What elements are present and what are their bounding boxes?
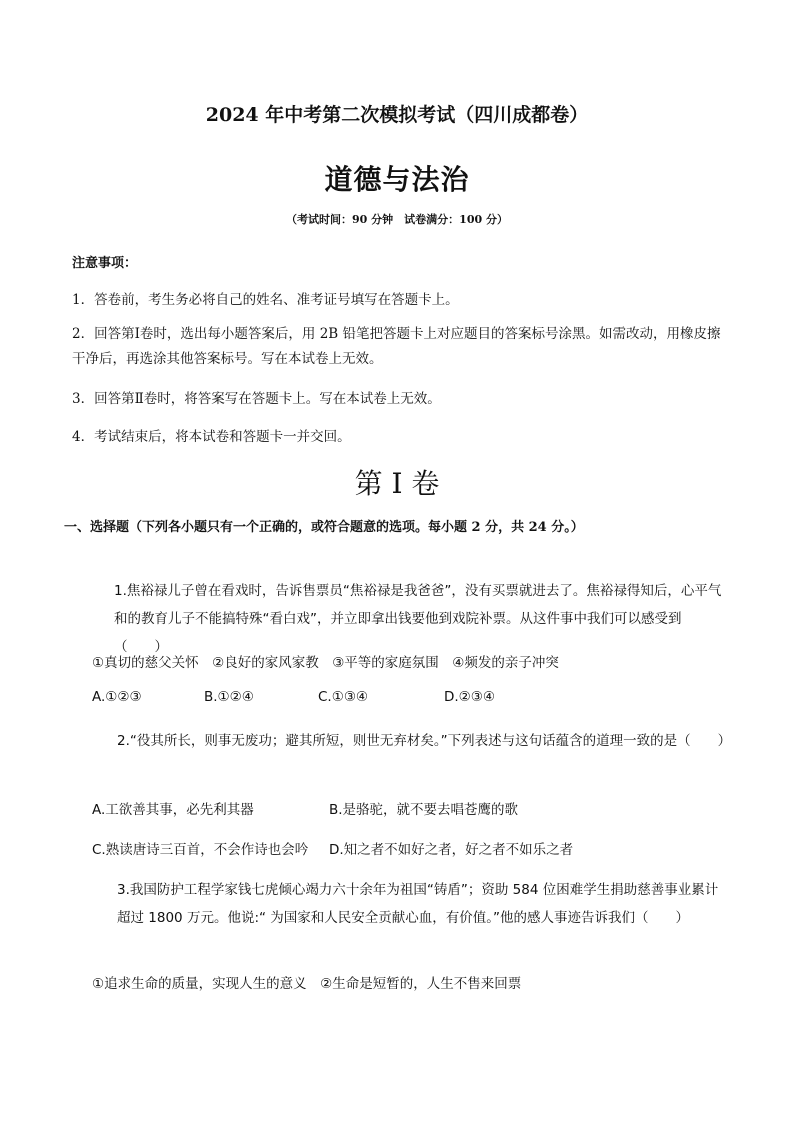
question-3-stem — [117, 876, 727, 932]
exam-title: 2024 年中考第二次模拟考试（四川成都卷） — [205, 104, 589, 126]
question-3-statements: ①追求生命的质量，实现人生的意义 ②生命是短暂的，人生不售来回票 — [92, 976, 522, 992]
question-1-option-c: C.①③④ — [318, 689, 369, 705]
question-1-option-b: B.①②④ — [204, 689, 254, 705]
question-1-option-d: D.②③④ — [444, 689, 495, 705]
question-1-option-a: A.①②③ — [92, 689, 142, 705]
notice-item-4: 4．考试结束后，将本试卷和答题卡一并交回。 — [72, 429, 351, 445]
subject-title: 道德与法治 — [324, 163, 470, 196]
question-1-stem — [114, 577, 724, 661]
notice-item-3: 3．回答第Ⅱ卷时，将答案写在答题卡上。写在本试卷上无效。 — [72, 391, 441, 407]
exam-info: （考试时间：90 分钟 试卷满分：100 分） — [286, 213, 508, 226]
notice-title: 注意事项： — [72, 256, 138, 271]
notice-item-1: 1．答卷前，考生务必将自己的姓名、准考证号填写在答题卡上。 — [72, 292, 459, 308]
question-2-option-c: C.熟读唐诗三百首，不会作诗也会吟 — [92, 842, 309, 858]
question-2-stem — [117, 727, 732, 755]
question-2-text: 2.“役其所长，则事无废功；避其所短，则世无弃材矣。”下列表述与这句话蕴含的道理一致的是（ ） — [117, 733, 732, 749]
question-1-statements: ①真切的慈父关怀 ②良好的家风家教 ③平等的家庭氛围 ④频发的亲子冲突 — [92, 655, 559, 671]
part-title: 第 I 卷 — [354, 467, 440, 500]
section-title: 一、选择题（下列各小题只有一个正确的，或符合题意的选项。每小题 2 分，共 24 分。） — [64, 520, 584, 535]
question-2-option-b: B.是骆驼，就不要去唱苍鹰的歌 — [329, 802, 519, 818]
question-2-option-d: D.知之者不如好之者，好之者不如乐之者 — [329, 842, 574, 858]
question-1-text: 1.焦裕禄儿子曾在看戏时，告诉售票员“焦裕禄是我爸爸”，没有买票就进去了。焦裕禄得知后，心平气和的教育儿子不能搞特殊“看白戏”，并立即拿出钱要他到戏院补票。从这件事中我们可以感受到（ ） — [114, 583, 722, 655]
notice-item-2: 2．回答第Ⅰ卷时，选出每小题答案后，用 2B 铅笔把答题卡上对应题目的答案标号涂黑。如需改动，用橡皮擦干净后，再选涂其他答案标号。写在本试卷上无效。 — [72, 326, 721, 367]
question-3-text: 3.我国防护工程学家钱七虎倾心竭力六十余年为祖国“铸盾”；资助 584 位困难学生捐助慈善事业累计超过 1800 万元。他说:“ 为国家和人民安全贡献心血，有价值。”他的感人事迹告诉我们（ ） — [117, 882, 719, 926]
question-2-option-a: A.工欲善其事，必先利其器 — [92, 802, 254, 818]
